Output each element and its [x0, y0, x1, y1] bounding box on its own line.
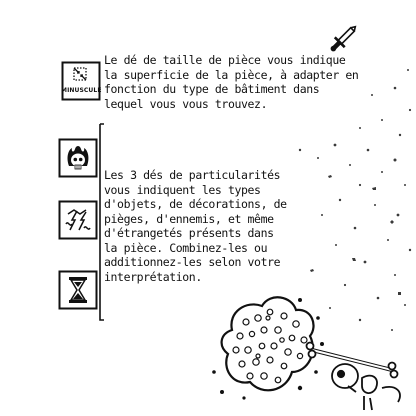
traits-rule-line: d'objets, de décorations, de [104, 197, 287, 211]
trait-die-skull [58, 138, 98, 178]
size-rule-line: Le dé de taille de pièce vous indique [104, 53, 346, 67]
size-rule-line: la superficie de la pièce, à adapter en [104, 67, 359, 82]
traits-rule-line: la pièce. Combinez-les ou [104, 240, 268, 255]
size-rule-text [104, 53, 358, 111]
traits-rule-line: vous indiquent les types [104, 182, 261, 197]
skull-and-bones-icon [307, 343, 401, 411]
size-die [61, 61, 101, 101]
traits-rule-line: interprétation. [104, 269, 202, 284]
sword-icon [327, 22, 360, 55]
size-rule-line: fonction du type de bâtiment dans [104, 82, 320, 96]
traits-rule-text [104, 168, 287, 284]
trait-die-trap [58, 200, 98, 240]
flaming-skull-icon [68, 146, 89, 169]
size-die-label: MINUSCULE [61, 87, 102, 94]
trait-die-hourglass [58, 270, 98, 310]
traits-rule-line: Les 3 dés de particularités [104, 168, 281, 182]
size-rule-line: lequel vous vous trouvez. [104, 96, 268, 111]
traits-rule-line: pièges, d'ennemis, et même [104, 211, 274, 226]
traits-rule-line: additionnez-les selon votre [104, 255, 281, 269]
traits-rule-line: d'étrangetés présents dans [104, 226, 274, 240]
